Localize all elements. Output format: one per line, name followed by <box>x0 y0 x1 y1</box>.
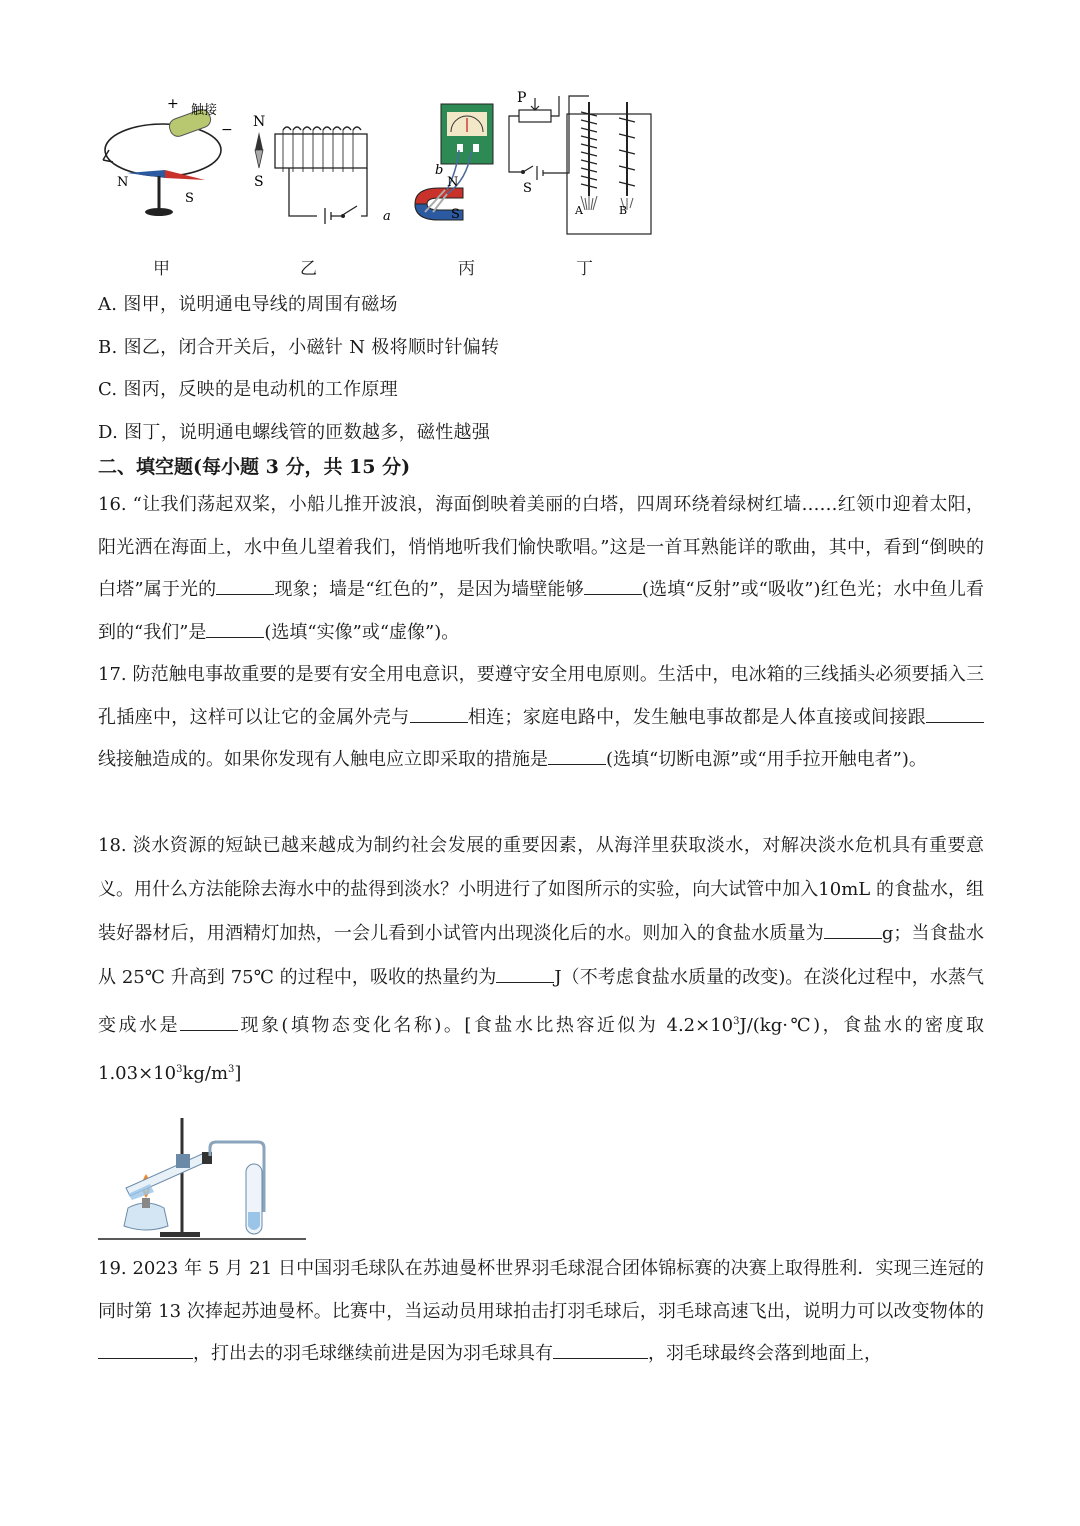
ding-a-label: A <box>575 204 583 217</box>
option-a: A. 图甲，说明通电导线的周围有磁场 <box>98 294 398 315</box>
option-d: D. 图丁，说明通电螺线管的匝数越多，磁性越强 <box>98 422 491 443</box>
ding-p-label: P <box>517 90 527 106</box>
option-c: C. 图丙，反映的是电动机的工作原理 <box>98 379 398 400</box>
q18-exp-3: 3 <box>228 1064 235 1075</box>
q18-exp-1: 3 <box>733 1016 740 1027</box>
q16-text-2: 现象；墙是“红色的”，是因为墙壁能够 <box>274 579 584 600</box>
yi-n-label: N <box>253 114 266 130</box>
question-18 <box>98 824 984 1096</box>
q17-blank-1[interactable] <box>410 703 468 723</box>
q18-text-4: 现象(填物态变化名称)。[食盐水比热容近似为 4.2×10 <box>237 1015 734 1036</box>
q18-text-2: g；当食盐水从 25℃ 升高到 75℃ 的过程中，吸收的热量约为 <box>98 923 985 988</box>
q19-text-3: ，羽毛球最终会落到地面上， <box>648 1343 882 1364</box>
bing-b-label: b <box>435 163 444 178</box>
q16-blank-2[interactable] <box>584 575 642 595</box>
q16-text-3: (选填“反射”或“吸收”)红色光；水中鱼儿看到的“我们”是 <box>98 579 985 643</box>
q18-exp-2: 3 <box>176 1064 183 1075</box>
jia-s-label: S <box>185 191 194 206</box>
ding-b-label: B <box>619 204 628 217</box>
figure-bing <box>383 104 493 224</box>
option-b: B. 图乙，闭合开关后，小磁针 N 极将顺时针偏转 <box>98 337 500 358</box>
q17-text-2: 相连；家庭电路中，发生触电事故都是人体直接或间接跟 <box>467 706 927 728</box>
electromagnetism-figures <box>95 88 665 278</box>
figure-yi <box>253 114 367 224</box>
caption-bing: 丙 <box>458 259 475 279</box>
caption-yi: 乙 <box>300 259 317 279</box>
distillation-apparatus-figure <box>98 1108 308 1242</box>
q16-blank-3[interactable] <box>206 618 264 638</box>
q18-blank-2[interactable] <box>496 963 554 983</box>
jia-plus-label: + <box>167 96 179 112</box>
section-title: 二、填空题(每小题 3 分，共 15 分) <box>98 456 411 478</box>
bing-s-label: S <box>451 207 460 222</box>
yi-s-label: S <box>254 174 264 190</box>
q18-text-11: ] <box>234 1063 242 1084</box>
q18-blank-1[interactable] <box>824 919 882 939</box>
q16-blank-1[interactable] <box>216 575 274 595</box>
q16-text-1: 16. “让我们荡起双桨，小船儿推开波浪，海面倒映着美丽的白塔，四周环绕着绿树红墙……红领巾迎着太阳，阳光洒在海面上，水中鱼儿望着我们，悄悄地听我们愉快歌唱。”这是一首耳熟能详的歌曲，其中，看到“倒映的白塔”属于光的 <box>98 494 984 600</box>
q19-text-2: ，打出去的羽毛球继续前进是因为羽毛球具有 <box>193 1343 553 1364</box>
caption-jia: 甲 <box>153 259 170 279</box>
jia-minus-label: − <box>221 122 233 138</box>
ding-s-label: S <box>523 181 532 196</box>
figure-jia <box>103 96 233 216</box>
bing-n-label: N <box>447 175 459 190</box>
q19-text-1: 19. 2023 年 5 月 21 日中国羽毛球队在苏迪曼杯世界羽毛球混合团体锦标赛的决赛上取得胜利．实现三连冠的同时第 13 次捧起苏迪曼杯。比赛中，当运动员用球拍击打羽毛球后，羽毛球高速飞出，说明力可以改变物体的 <box>98 1258 984 1322</box>
q17-text-4: (选填“切断电源”或“用手拉开触电者”)。 <box>606 749 927 770</box>
caption-ding: 丁 <box>576 259 593 279</box>
question-17 <box>98 654 984 782</box>
q19-blank-1[interactable] <box>98 1339 193 1359</box>
question-16 <box>98 484 984 654</box>
q18-text-1: 18. 淡水资源的短缺已越来越成为制约社会发展的重要因素，从海洋里获取淡水，对解决淡水危机具有重要意义。用什么方法能除去海水中的盐得到淡水？小明进行了如图所示的实验，向大试管中加入10mL 的食盐水，组装好器材后，用酒精灯加热，一会儿看到小试管内出现淡化后的水。则加入的食盐水质量为 <box>98 835 984 944</box>
jia-touch-label: 触接 <box>191 103 218 118</box>
q16-text-4: (选填“实像”或“虚像”)。 <box>264 621 460 643</box>
question-19 <box>98 1248 984 1376</box>
jia-n-label: N <box>117 175 129 190</box>
q17-text-3: 线接触造成的。如果你发现有人触电应立即采取的措施是 <box>98 749 548 770</box>
q17-blank-3[interactable] <box>548 745 606 765</box>
figure-ding <box>509 90 651 234</box>
q18-text-6: J/(kg·℃)，食盐水的密 <box>739 1015 946 1036</box>
bing-a-label: a <box>383 209 391 224</box>
q18-text-7: 度取 1.03×10 <box>98 1015 985 1084</box>
q18-blank-3[interactable] <box>180 1011 238 1031</box>
q18-text-3: J（不考虑食盐水质量的改变)。在淡化过程中，水蒸气变成水是 <box>98 967 984 1036</box>
q17-blank-2[interactable] <box>926 703 984 723</box>
q18-text-9: kg/m <box>182 1063 229 1084</box>
q19-blank-2[interactable] <box>553 1339 648 1359</box>
q17-text-1: 17. 防范触电事故重要的是要有安全用电意识，要遵守安全用电原则。生活中，电冰箱的三线插头必须要插入三孔插座中，这样可以让它的金属外壳与 <box>98 664 984 728</box>
